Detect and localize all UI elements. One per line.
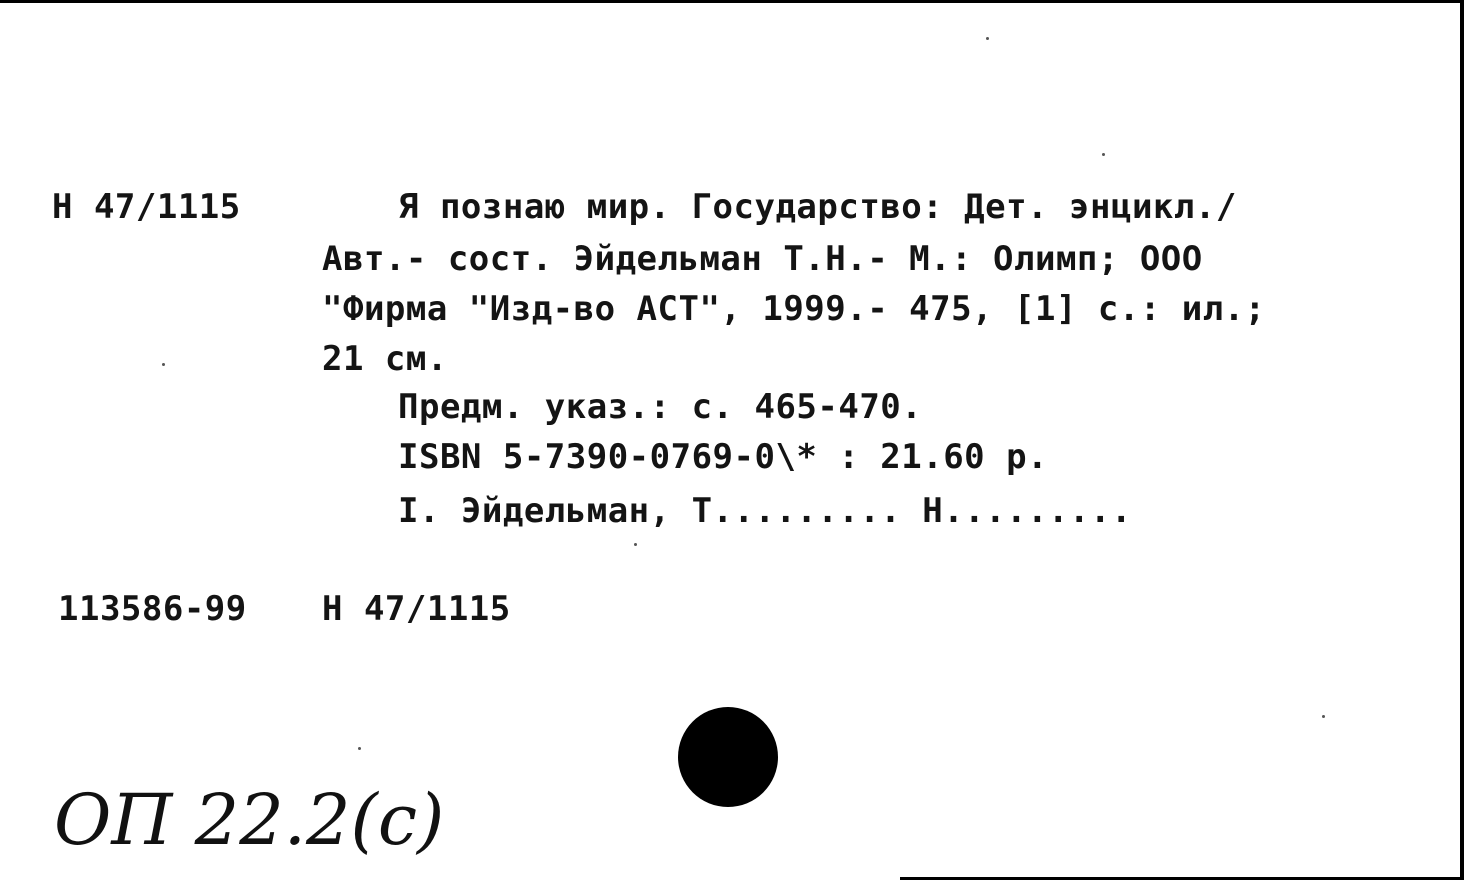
scan-speck xyxy=(1102,153,1105,156)
inventory-number: 113586-99 xyxy=(58,589,247,629)
responsibility-line: Авт.- сост. Эйдельман Т.Н.- М.: Олимп; ООО xyxy=(322,239,1203,279)
scan-speck xyxy=(162,363,165,366)
scan-speck xyxy=(986,37,989,40)
dimensions-line: 21 см. xyxy=(322,339,448,379)
publisher-line: "Фирма "Изд-во АСТ", 1999.- 475, [1] с.: ил.; xyxy=(322,289,1266,329)
added-entry: I. Эйдельман, Т......... Н......... xyxy=(398,491,1132,531)
handwritten-classification: ОП 22.2(с) xyxy=(54,779,445,861)
scan-speck xyxy=(358,747,361,750)
shelf-mark-bottom: Н 47/1115 xyxy=(322,589,511,629)
punch-hole xyxy=(678,707,778,807)
scan-speck xyxy=(634,543,637,546)
index-note: Предм. указ.: с. 465-470. xyxy=(398,387,923,427)
scan-speck xyxy=(1322,715,1325,718)
isbn-line: ISBN 5-7390-0769-0\* : 21.60 р. xyxy=(398,437,1049,477)
title-line: Я познаю мир. Государство: Дет. энцикл./ xyxy=(398,187,1237,227)
shelf-mark-top: Н 47/1115 xyxy=(52,187,241,227)
